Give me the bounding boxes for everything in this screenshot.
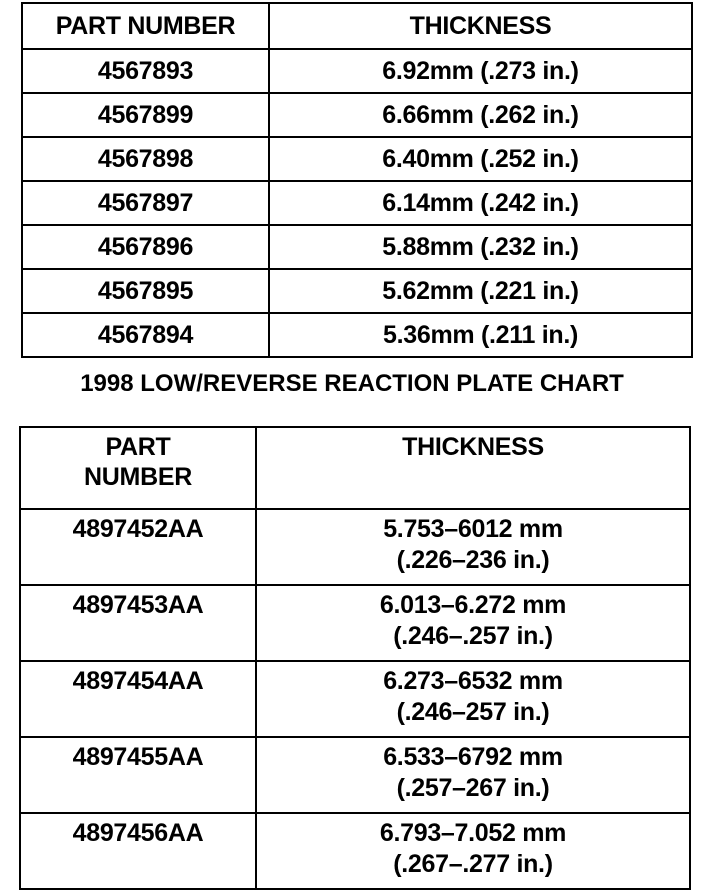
reaction-plate-table [19, 426, 691, 890]
part-number-cell: 4567894 [22, 313, 269, 357]
thickness-mm: 6.793–7.052 mm [379, 819, 567, 847]
table-row [22, 49, 692, 93]
table-row [22, 225, 692, 269]
table-header-row [20, 427, 690, 509]
table-row [22, 137, 692, 181]
chart-title: 1998 LOW/REVERSE REACTION PLATE CHART [80, 370, 624, 397]
part-number-cell: 4567896 [22, 225, 269, 269]
table-row [20, 661, 690, 737]
header-part-number [20, 427, 256, 509]
table-row [22, 93, 692, 137]
thickness-in: (.257–267 in.) [396, 774, 550, 802]
part-number-cell: 4897452AA [20, 509, 256, 585]
thickness-cell [256, 737, 690, 813]
header-part-line2: NUMBER [84, 463, 192, 491]
table-row [22, 181, 692, 225]
part-number-cell: 4897456AA [20, 813, 256, 889]
part-number-cell: 4567893 [22, 49, 269, 93]
thickness-cell: 5.88mm (.232 in.) [269, 225, 692, 269]
table-row [22, 269, 692, 313]
table-row [20, 813, 690, 889]
part-number-cell: 4567895 [22, 269, 269, 313]
thickness-cell: 6.40mm (.252 in.) [269, 137, 692, 181]
thickness-cell: 6.92mm (.273 in.) [269, 49, 692, 93]
thickness-mm: 6.533–6792 mm [383, 743, 563, 771]
part-number-cell: 4897455AA [20, 737, 256, 813]
part-number-cell: 4567898 [22, 137, 269, 181]
thickness-cell [256, 661, 690, 737]
thickness-in: (.226–236 in.) [396, 546, 550, 574]
header-thickness: THICKNESS [269, 3, 692, 49]
thickness-mm: 5.753–6012 mm [383, 515, 563, 543]
part-number-cell: 4567897 [22, 181, 269, 225]
part-number-cell: 4897454AA [20, 661, 256, 737]
thickness-in: (.246–.257 in.) [393, 622, 553, 650]
thickness-cell [256, 509, 690, 585]
part-number-cell: 4897453AA [20, 585, 256, 661]
thickness-cell [256, 585, 690, 661]
thickness-cell: 6.14mm (.242 in.) [269, 181, 692, 225]
table-header-row [22, 3, 692, 49]
thickness-in: (.267–.277 in.) [393, 850, 553, 878]
table-row [20, 585, 690, 661]
thickness-table-1 [21, 2, 693, 358]
thickness-mm: 6.013–6.272 mm [379, 591, 567, 619]
thickness-cell: 5.62mm (.221 in.) [269, 269, 692, 313]
thickness-mm: 6.273–6532 mm [383, 667, 563, 695]
header-part-line1: PART [105, 433, 171, 461]
table-row [22, 313, 692, 357]
table-row [20, 737, 690, 813]
header-thickness: THICKNESS [256, 427, 690, 509]
thickness-cell: 6.66mm (.262 in.) [269, 93, 692, 137]
thickness-cell [256, 813, 690, 889]
thickness-in: (.246–257 in.) [396, 698, 550, 726]
thickness-cell: 5.36mm (.211 in.) [269, 313, 692, 357]
part-number-cell: 4567899 [22, 93, 269, 137]
table-row [20, 509, 690, 585]
header-part-number: PART NUMBER [22, 3, 269, 49]
